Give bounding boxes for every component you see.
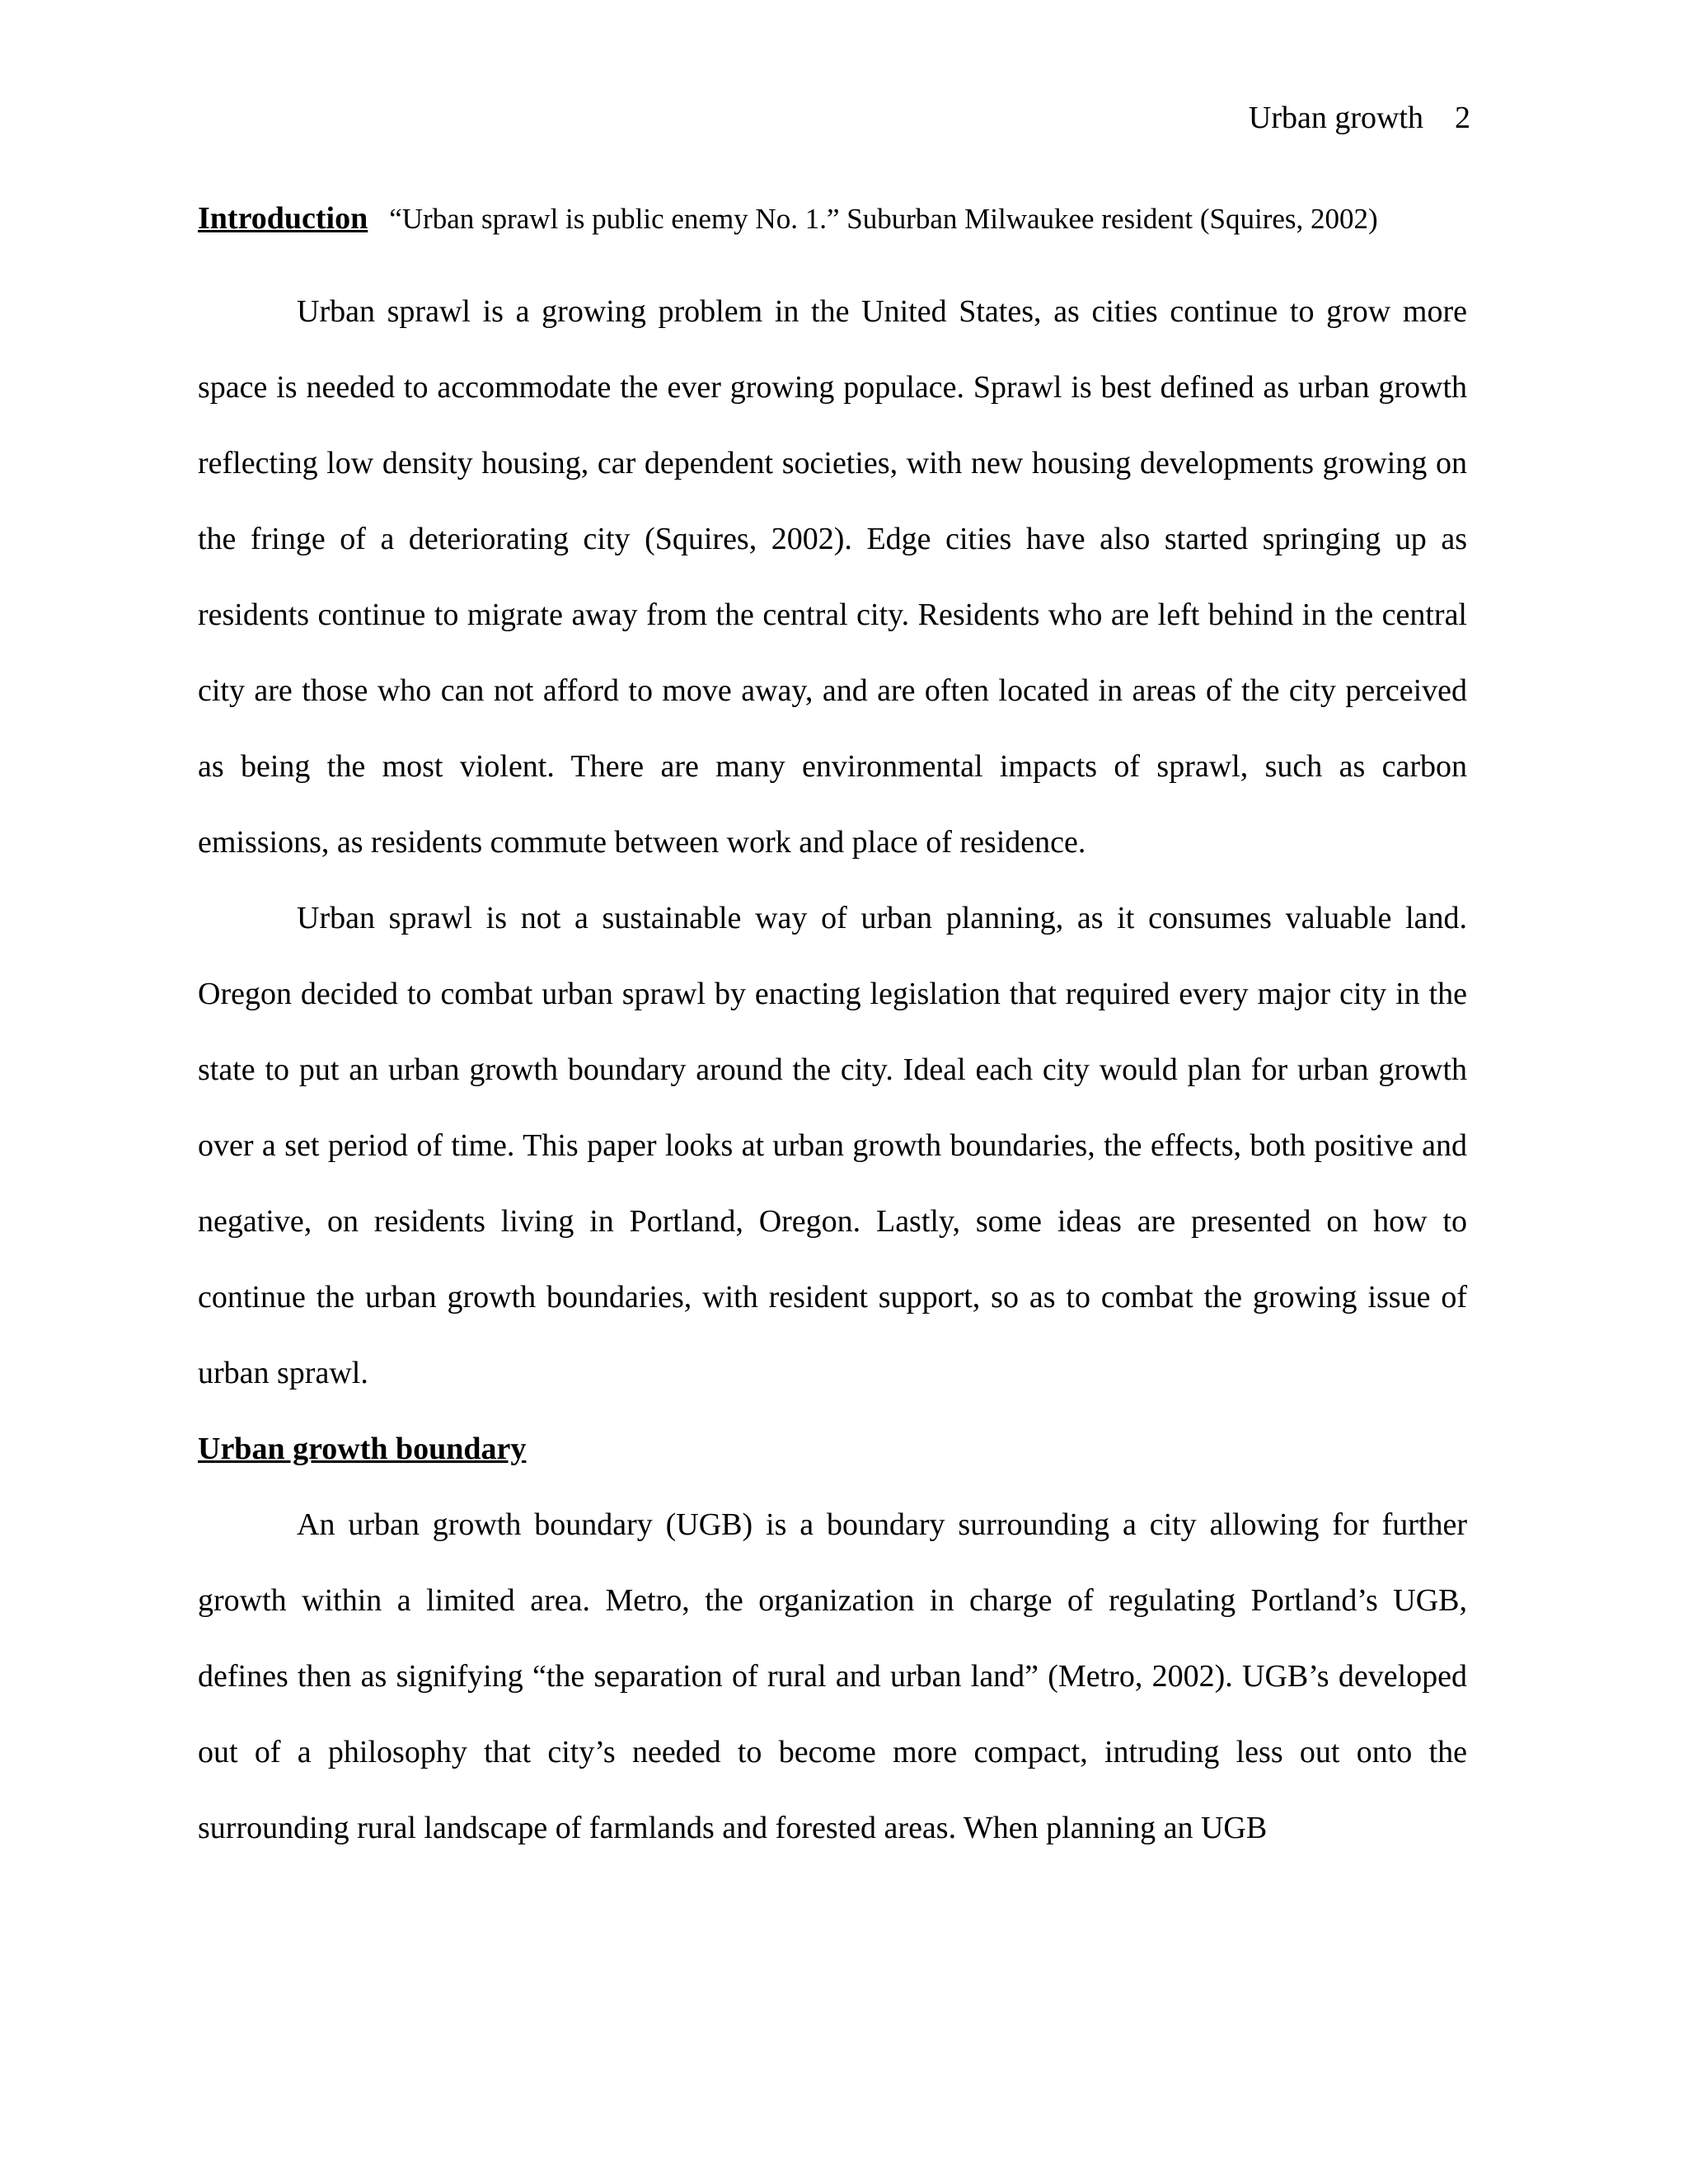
document-body <box>198 198 1467 1866</box>
paragraph-ugb: An urban growth boundary (UGB) is a boundary surrounding a city allowing for further growth within a limited area. Metro, the organization in charge of regulating Portland’s UGB, defines then as signifying “the separation of rural and urban land” (Metro, 2002). UGB’s developed out of a philosophy that city’s needed to become more compact, intruding less out onto the surrounding rural landscape of farmlands and forested areas. When planning an UGB <box>198 1507 1467 1845</box>
running-head-title: Urban growth <box>1248 101 1423 135</box>
introduction-heading: Introduction <box>198 201 368 236</box>
section-heading-ugb: Urban growth boundary <box>198 1432 527 1466</box>
paragraph-intro-1: Urban sprawl is a growing problem in the United States, as cities continue to grow more space is needed to accommodate the ever growing populace. Sprawl is best defined as urban growth reflecting low density housing, car dependent societies, with new housing developments growing on the fringe of a deteriorating city (Squires, 2002). Edge cities have also started springing up as residents continue to migrate away from the central city. Residents who are left behind in the central city are those who can not afford to move away, and are often located in areas of the city perceived as being the most violent. There are many environmental impacts of sprawl, such as carbon emissions, as residents commute between work and place of residence. <box>198 294 1467 860</box>
introduction-heading-line <box>198 198 1467 274</box>
paragraph-intro-2: Urban sprawl is not a sustainable way of urban planning, as it consumes valuable land. Oregon decided to combat urban sprawl by enacting legislation that required every major city in the state to put an urban growth boundary around the city. Ideal each city would plan for urban growth over a set period of time. This paper looks at urban growth boundaries, the effects, both positive and negative, on residents living in Portland, Oregon. Lastly, some ideas are presented on how to continue the urban growth boundaries, with resident support, so as to combat the growing issue of urban sprawl. <box>198 901 1467 1390</box>
running-head <box>1249 97 1470 138</box>
epigraph-quote: “Urban sprawl is public enemy No. 1.” Suburban Milwaukee resident (Squires, 2002) <box>389 203 1378 235</box>
page-number: 2 <box>1455 101 1470 135</box>
